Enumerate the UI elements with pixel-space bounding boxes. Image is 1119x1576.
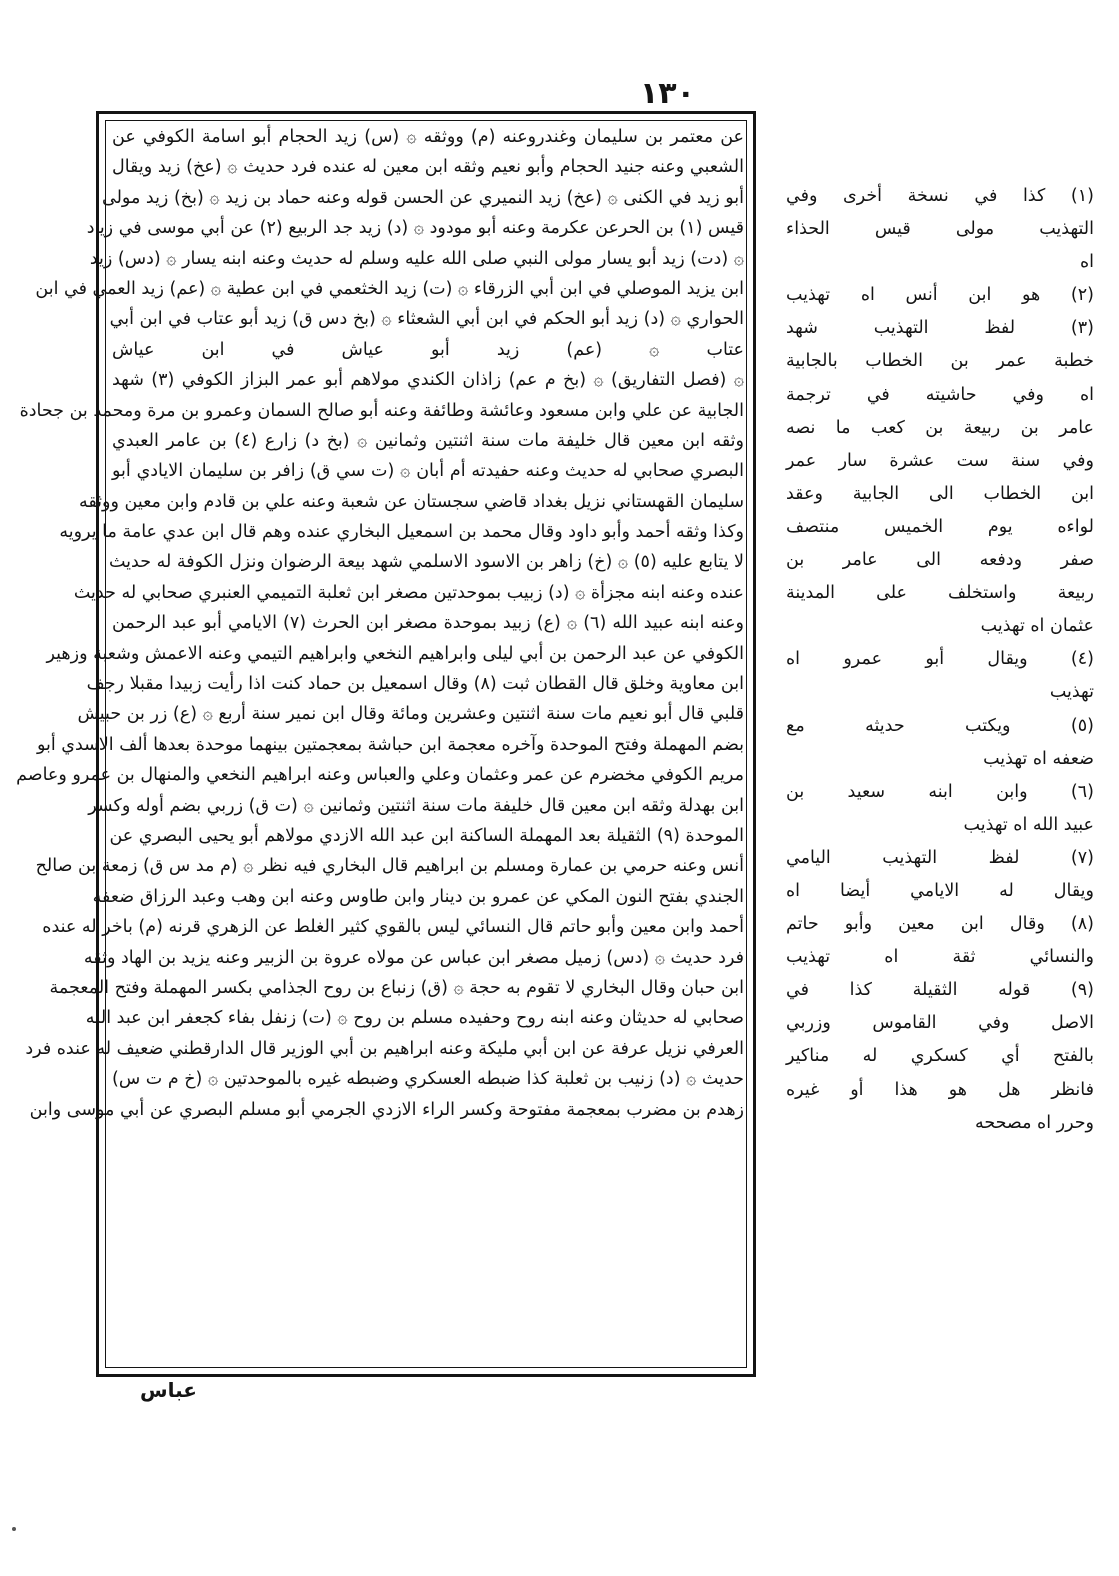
- side-note-line: (٤) ويقال أبو عمرو اه: [786, 649, 1094, 670]
- side-note-line: التهذيب مولى قيس الحذاء: [786, 219, 1094, 240]
- side-note-line: الاصل وفي القاموس وزربي: [786, 1013, 1094, 1034]
- main-text-line: قلبي قال أبو نعيم مات سنة اثنتين وعشرين ومائة وقال ابن نمير سنة أربع ۞ (ع) زر بن حبيش: [77, 704, 744, 725]
- side-note-line: عثمان اه تهذيب: [980, 616, 1094, 637]
- side-note-line: صفر ودفعه الى عامر بن: [786, 550, 1094, 571]
- main-text-line: أبو زيد في الكنى ۞ (عخ) زيد النميري عن الحسن قوله وعنه حماد بن زيد ۞ (بخ) زيد مولى: [101, 187, 744, 208]
- paper-speck: [12, 1527, 16, 1531]
- main-text-line: البصري صحابي له حديث وعنه حفيدته أم أبان ۞ (ت سي ق) زافر بن سليمان الايادي أبو: [112, 461, 744, 482]
- side-note-line: تهذيب: [1049, 682, 1094, 703]
- main-text-line: الجابية عن علي وابن مسعود وعائشة وطائفة وعنه أبو صالح السمان وعمرو بن مرة ومحمد بن جحادة: [19, 400, 744, 421]
- side-note-line: (١) كذا في نسخة أخرى وفي: [786, 186, 1094, 206]
- main-text-line: ابن معاوية وخلق قال القطان ثبت (٨) وقال اسمعيل بن حماد كنت اذا رأيت زبيدا مقبلا رجف: [86, 674, 744, 695]
- side-note-line: والنسائي ثقة اه تهذيب: [786, 947, 1094, 968]
- main-text-line: الحواري ۞ (د) زيد أبو الحكم في ابن أبي الشعثاء ۞ (بخ دس ق) زيد أبو عتاب في ابن أبي: [109, 309, 744, 330]
- side-note-line: فانظر هل هو هذا أو غيره: [786, 1079, 1094, 1100]
- main-text-line: ۞ (دت) زيد أبو يسار مولى النبي صلى الله عليه وسلم له حديث وعنه ابنه يسار ۞ (دس) زيد: [89, 248, 744, 269]
- main-text-line: الكوفي عن عبد الرحمن بن أبي ليلى وابراهيم النخعي وابراهيم التيمي وعنه الاعمش وشعبة وزهير: [46, 643, 744, 664]
- main-text-line: زهدم بن مضرب بمعجمة مفتوحة وكسر الراء الازدي الجرمي أبو مسلم البصري عن أبي موسى وابن: [29, 1099, 744, 1120]
- marginal-notes: [786, 180, 1094, 1140]
- main-text-line: ابن بهدلة وثقه ابن معين قال خليفة مات سنة اثنتين وثمانين ۞ (ت ق) زربي بضم أوله وكسر: [88, 795, 744, 816]
- main-text-line: وعنه ابنه عبيد الله (٦) ۞ (ع) زبيد بموحدة مصغر ابن الحرث (٧) الايامي أبو عبد الرحمن: [112, 613, 744, 634]
- main-text-line: وكذا وثقه أحمد وأبو داود وقال محمد بن اسمعيل البخاري عنده وهم قال ابن عدي عامة ما يرويه: [59, 522, 744, 543]
- side-note-line: (٥) ويكتب حديثه مع: [786, 715, 1094, 736]
- side-note-line: لواءه يوم الخميس منتصف: [786, 516, 1094, 537]
- main-text-line: عن معتمر بن سليمان وغندروعنه (م) ووثقه ۞ (س) زيد الحجام أبو اسامة الكوفي عن: [112, 127, 744, 147]
- main-text-line: حديث ۞ (د) زنيب بن ثعلبة كذا ضبطه العسكري وضبطه غيره بالموحدتين ۞ (خ م ت س): [112, 1069, 744, 1090]
- side-note-line: (٨) وقال ابن معين وأبو حاتم: [786, 914, 1094, 935]
- page-number: ١٣٠: [640, 76, 695, 111]
- side-note-line: وفي سنة ست عشرة سار عمر: [786, 450, 1094, 471]
- side-note-line: اه: [1079, 252, 1094, 273]
- side-note-line: ابن الخطاب الى الجابية وعقد: [786, 483, 1094, 504]
- main-text-line: سليمان القهستاني نزيل بغداد قاضي سجستان عن شعبة وعنه علي بن قادم وابن معين ووثقه: [78, 491, 744, 512]
- main-text-line: وثقه ابن معين قال خليفة مات سنة اثنتين وثمانين ۞ (بخ د) زارع (٤) بن عامر العبدي: [112, 430, 745, 451]
- main-text-line: قيس (١) بن الحرعن عكرمة وعنه أبو مودود ۞ (د) زيد جد الربيع (٢) عن أبي موسى في زياد: [86, 218, 744, 239]
- main-text-line: العرفي نزيل عرفة عن ابن أبي مليكة وعنه ابراهيم بن أبي الوزير قال الدارقطني ضعيف له عنده فرد: [25, 1038, 744, 1059]
- main-text-line: صحابي له حديثان وعنه ابنه روح وحفيده مسلم بن روح ۞ (ت) زنفل بفاء كجعفر ابن عبد الله: [85, 1008, 744, 1029]
- main-text-line: مريم الكوفي مخضرم عن عمر وعثمان وعلي والعباس وعنه ابراهيم النخعي والمنهال بن عمرو وعاصم: [16, 765, 744, 786]
- side-note-line: ويقال له الايامي أيضا اه: [786, 880, 1094, 901]
- main-text-line: ۞ (فصل التفاريق) ۞ (بخ م عم) زاذان الكندي مولاهم أبو عمر البزاز الكوفي (٣) شهد: [112, 370, 744, 391]
- side-note-line: ربيعة واستخلف على المدينة: [786, 583, 1094, 604]
- main-text-block: [16, 122, 745, 1362]
- main-text-line: الشعبي وعنه جنيد الحجام وأبو نعيم وثقه ابن معين له عنده فرد حديث ۞ (عخ) زيد ويقال: [112, 157, 744, 178]
- side-note-line: (٣) لفظ التهذيب شهد: [786, 318, 1094, 339]
- side-note-line: ضعفه اه تهذيب: [983, 748, 1094, 769]
- main-text-line: عتاب ۞ (عم) زيد أبو عياش في ابن عياش: [112, 339, 744, 360]
- main-text-line: عنده وعنه ابنه مجزأة ۞ (د) زبيب بموحدتين مصغر ابن ثعلبة التميمي العنبري صحابي له حديث: [73, 582, 744, 603]
- side-note-line: (٦) وابن ابنه سعيد بن: [786, 781, 1094, 802]
- side-note-line: عامر بن ربيعة بن كعب ما نصه: [786, 417, 1094, 438]
- side-note-line: (٧) لفظ التهذيب اليامي: [786, 847, 1094, 868]
- main-text-line: أنس وعنه حرمي بن عمارة ومسلم بن ابراهيم قال البخاري فيه نظر ۞ (م مد س ق) زمعة بن صالح: [35, 856, 744, 877]
- main-text-line: فرد حديث ۞ (دس) زميل مصغر ابن عباس عن مولاه عروة بن الزبير وعنه يزيد بن الهاد وثقه: [83, 947, 744, 968]
- catchword: عباس: [140, 1378, 197, 1402]
- main-text-line: الجندي بفتح النون المكي عن عمرو بن دينار وابن طاوس وعنه ابن وهب وعبد الرزاق ضعفه: [92, 886, 744, 907]
- main-text-line: أحمد وابن معين وأبو حاتم قال النسائي ليس بالقوي كثير الغلط عن الزهري قرنه (م) باخر له عنده: [42, 917, 744, 938]
- main-text-line: ابن يزيد الموصلي في ابن أبي الزرقاء ۞ (ت) زيد الخثعمي في ابن عطية ۞ (عم) زيد العمي في ابن: [35, 278, 744, 299]
- main-text-line: بضم المهملة وفتح الموحدة وآخره معجمة ابن حباشة بمعجمتين بينهما موحدة بعدها ألف الاسدي أبو: [36, 734, 744, 755]
- main-text-line: الموحدة (٩) الثقيلة بعد المهملة الساكنة ابن عبد الله الازدي مولاهم أبو يحيى البصري عن: [109, 825, 744, 846]
- side-note-line: عبيد الله اه تهذيب: [963, 814, 1094, 835]
- main-text-line: لا يتابع عليه (٥) ۞ (خ) زاهر بن الاسود الاسلمي شهد بيعة الرضوان ونزل الكوفة له حديث: [108, 552, 744, 573]
- side-note-line: خطبة عمر بن الخطاب بالجابية: [786, 351, 1094, 372]
- side-note-line: بالفتح أي كسكري له مناكير: [786, 1046, 1094, 1067]
- side-note-line: وحرر اه مصححه: [974, 1112, 1094, 1133]
- side-note-line: (٩) قوله الثقيلة كذا في: [786, 980, 1094, 1001]
- side-note-line: (٢) هو ابن أنس اه تهذيب: [786, 285, 1094, 306]
- side-note-line: اه وفي حاشيته في ترجمة: [786, 384, 1094, 405]
- main-text-line: ابن حبان وقال البخاري لا تقوم به حجة ۞ (ق) زنباع بن روح الجذامي بكسر المهملة وفتح المعجمة: [49, 977, 744, 998]
